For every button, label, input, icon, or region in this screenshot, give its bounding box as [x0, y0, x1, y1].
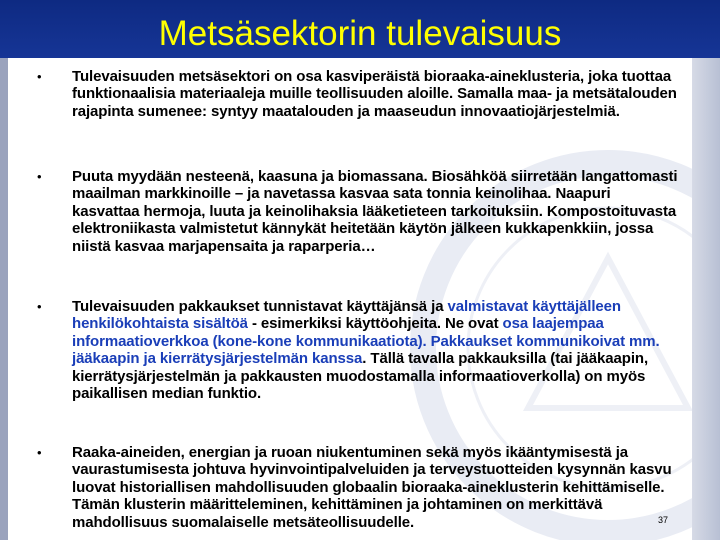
bullet-text-2: Puuta myydään nesteenä, kaasuna ja biomassana. Biosähköä siirretään langattomasti maailman markkinoille – ja navetassa kasvaa sata tonnia keinolihaa. Naapuri kasvattaa hermoja, luuta ja keinolihaksia lääketieteen tarkoituksiin. Kompostoituvasta elektroniikasta valmistetut kännykät heitetään käytön jälkeen kukkapenkkiin, jossa niistä kasvaa marjapensaita ja raparperia…: [72, 168, 678, 255]
bullet-text-3: [72, 298, 678, 402]
slide-title: Metsäsektorin tulevaisuus: [158, 14, 562, 53]
right-shade: [692, 58, 720, 540]
title-band: [0, 0, 720, 58]
left-shade: [0, 58, 8, 540]
bullet-3-part-2: - esimerkiksi käyttöohjeita. Ne ovat: [247, 315, 503, 333]
page-number: 37: [658, 515, 669, 525]
bullet-text-1: Tulevaisuuden metsäsektori on osa kasviperäistä bioraaka-aineklusteria, joka tuottaa funktionaalisia materiaaleja muille teollisuuden aloille. Samalla maa- ja metsätalouden rajapinta sumenee: syntyy maatalouden ja maaseudun innovaatiojärjestelmiä.: [72, 68, 677, 120]
bullet-dot: •: [37, 69, 42, 84]
bullet-dot: •: [37, 299, 42, 314]
slide-content: [8, 58, 692, 540]
bullet-text-4: Raaka-aineiden, energian ja ruoan niukentuminen sekä myös ikääntymisestä ja vaurastumisesta johtuva hyvinvointipalveluiden ja terveystuotteiden kysynnän kasvu luovat historiallisen mahdollisuuden globaalin bioraaka-aineklusterin kehittämiselle. Tämän klusterin määritteleminen, kehittäminen ja johtaminen on merkittävä mahdollisuus suomalaiselle metsäteollisuudelle.: [72, 444, 672, 531]
bullet-3-part-1: Tulevaisuuden pakkaukset tunnistavat käyttäjänsä ja: [72, 298, 448, 315]
highlight-personal-content: valmistavat käyttäjälleen henkilökohtaista sisältöä: [72, 298, 621, 333]
bullet-3-part-3: . Tällä tavalla pakkauksilla (tai jääkaapin, kierrätysjärjestelmän ja pakkausten muodostamalla informaatioverkolla) on myös paikallisen median funktio.: [72, 350, 649, 403]
highlight-information-network: osa laajempaa informaatioverkkoa (kone-kone kommunikaatiota). Pakkaukset kommunikoivat mm. jääkaapin ja kierrätysjärjestelmän kanssa: [72, 315, 660, 368]
bullet-dot: •: [37, 169, 42, 184]
bullet-dot: •: [37, 445, 42, 460]
